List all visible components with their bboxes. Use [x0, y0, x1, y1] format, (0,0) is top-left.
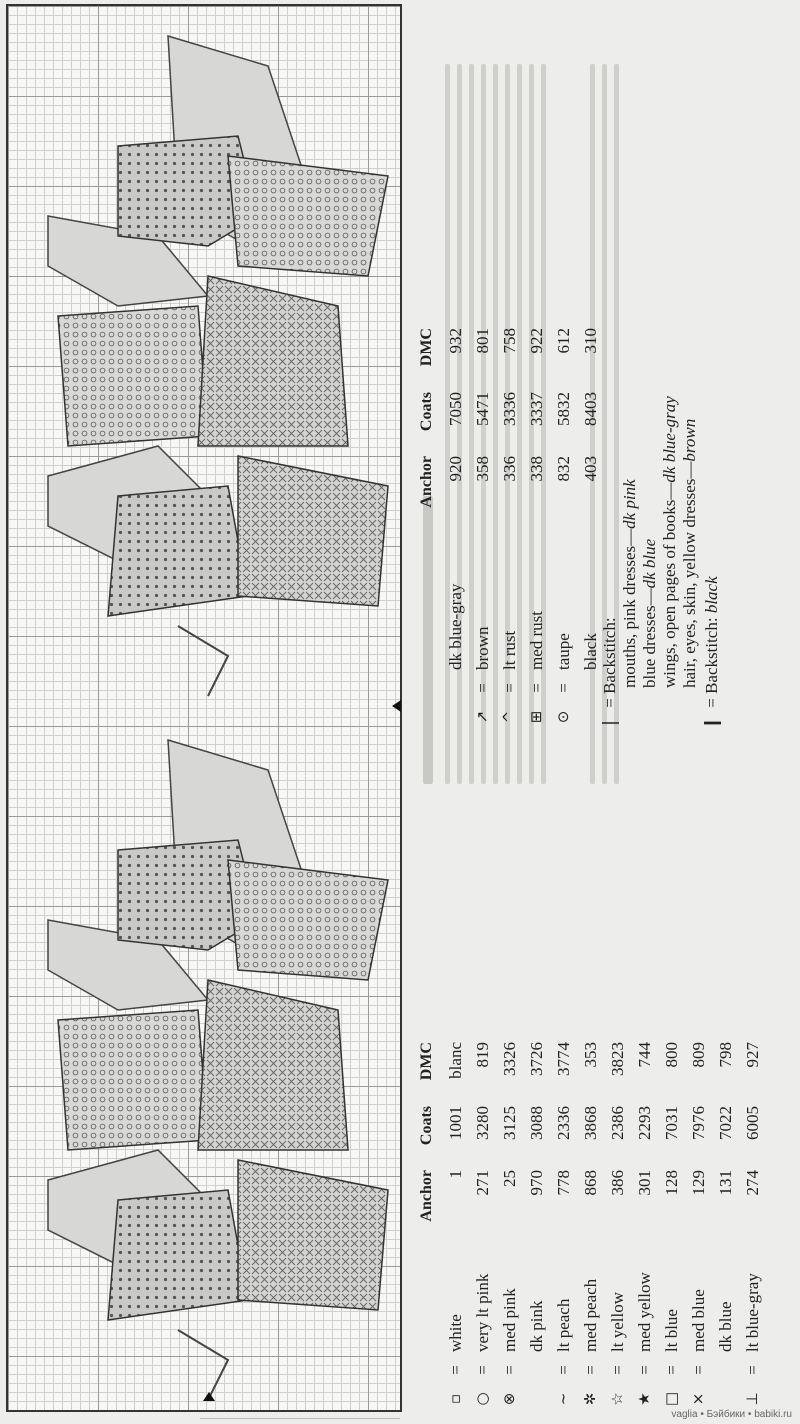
dmc-number: 801: [473, 328, 492, 354]
anchor-number: 25: [500, 1170, 519, 1187]
coats-number: 7050: [446, 392, 465, 426]
angel-dress: [228, 860, 388, 980]
color-name: lt peach: [554, 1298, 573, 1352]
backstitch-black-eq: =: [702, 698, 721, 708]
key-row: [685, 1036, 712, 1416]
equals-sign: =: [473, 683, 492, 693]
angel-dress: [238, 456, 388, 606]
coats-number: 2386: [608, 1106, 627, 1140]
equals-sign: =: [500, 683, 519, 693]
coats-number: 3280: [473, 1106, 492, 1140]
color-name: dk blue: [716, 1301, 735, 1352]
stitch-symbol: ⊗: [500, 1392, 518, 1406]
stitch-symbol: ✲: [581, 1392, 599, 1406]
stitch-symbol: ★: [635, 1392, 653, 1406]
key-header-row: [418, 1036, 442, 1416]
color-name: very lt pink: [473, 1273, 492, 1352]
key-row: [523, 322, 550, 734]
key-row: [712, 1036, 739, 1416]
color-name: med blue: [689, 1289, 708, 1352]
backstitch-item: [660, 396, 680, 734]
dmc-number: 3823: [608, 1042, 627, 1076]
equals-sign: [523, 1358, 550, 1382]
coats-number: 3125: [500, 1106, 519, 1140]
dmc-number: 744: [635, 1042, 654, 1068]
backstitch-item-color: dk blue-gray: [660, 396, 679, 483]
angel-head: [108, 1190, 248, 1320]
key-row: [469, 1036, 496, 1416]
angel-dress: [228, 156, 388, 276]
anchor-number: 128: [662, 1170, 681, 1196]
stitch-symbol: ~: [554, 1392, 572, 1406]
color-key-table-2: [418, 322, 604, 734]
coats-header: Coats: [418, 392, 435, 432]
dmc-number: 922: [527, 328, 546, 354]
color-name: brown: [473, 626, 492, 670]
color-name: med peach: [581, 1278, 600, 1352]
backstitch-item: [640, 396, 660, 734]
watermark: vaglia • Бэйбики • babiki.ru: [671, 1409, 792, 1420]
coats-number: 3868: [581, 1106, 600, 1140]
stitch-symbol: ⊙: [554, 710, 572, 724]
backstitch-item: [620, 396, 640, 734]
coats-number: 3336: [500, 392, 519, 426]
color-name: dk pink: [527, 1300, 546, 1352]
equals-sign: =: [473, 1365, 492, 1375]
key-row: [442, 1036, 469, 1416]
coats-number: 7031: [662, 1106, 681, 1140]
stitch-symbol: ▫: [446, 1393, 464, 1405]
dmc-number: 3774: [554, 1042, 573, 1076]
stitch-symbol: ○: [473, 1392, 491, 1406]
color-name: lt rust: [500, 630, 519, 670]
anchor-header: Anchor: [418, 1170, 435, 1222]
backstitch-black-title: Backstitch:: [702, 617, 721, 694]
anchor-header: Anchor: [418, 456, 435, 508]
dmc-number: 800: [662, 1042, 681, 1068]
backstitch-item-color: dk blue: [640, 538, 659, 589]
coats-number: 6005: [743, 1106, 762, 1140]
divider: [200, 1418, 400, 1419]
anchor-number: 970: [527, 1170, 546, 1196]
angel-dress: [238, 1160, 388, 1310]
key-row: [496, 322, 523, 734]
dmc-number: 310: [581, 328, 600, 354]
equals-sign: =: [689, 1365, 708, 1375]
coats-number: 3088: [527, 1106, 546, 1140]
key-row: [739, 1036, 766, 1416]
dmc-number: 809: [689, 1042, 708, 1068]
equals-sign: =: [743, 1365, 762, 1375]
equals-sign: =: [527, 683, 546, 693]
key-header-row: [418, 322, 442, 734]
equals-sign: =: [608, 1365, 627, 1375]
anchor-number: 129: [689, 1170, 708, 1196]
anchor-number: 920: [446, 456, 465, 482]
stitch-symbol: □: [662, 1391, 680, 1407]
coats-number: 7022: [716, 1106, 735, 1140]
equals-sign: =: [554, 683, 573, 693]
coats-number: 5832: [554, 392, 573, 426]
coats-number: 2336: [554, 1106, 573, 1140]
anchor-number: 778: [554, 1170, 573, 1196]
color-name: med rust: [527, 610, 546, 670]
stitch-symbol: [523, 1382, 550, 1416]
anchor-number: 274: [743, 1170, 762, 1196]
anchor-number: 868: [581, 1170, 600, 1196]
dmc-number: 353: [581, 1042, 600, 1068]
equals-sign: [442, 676, 469, 700]
angel-head: [58, 1010, 208, 1150]
equals-sign: =: [446, 1365, 465, 1375]
dmc-number: blanc: [446, 1042, 465, 1079]
color-key-panel: [410, 0, 800, 1424]
angel-head: [58, 306, 208, 446]
key-row: [550, 1036, 577, 1416]
backstitch-item-text: wings, open pages of books—: [660, 482, 679, 688]
backstitch-block: [600, 396, 722, 734]
stitch-symbol: ⊞: [527, 710, 545, 724]
dmc-number: 927: [743, 1042, 762, 1068]
key-row: [577, 1036, 604, 1416]
key-row: [469, 322, 496, 734]
key-row: [658, 1036, 685, 1416]
stitch-symbol: ↗: [473, 710, 491, 724]
center-arrow-bottom: [203, 1392, 215, 1401]
equals-sign: =: [662, 1365, 681, 1375]
vine-border: [178, 1330, 228, 1400]
color-name: white: [446, 1314, 465, 1352]
anchor-number: 1: [446, 1170, 465, 1179]
equals-sign: [712, 1358, 739, 1382]
coats-number: 8403: [581, 392, 600, 426]
equals-sign: =: [500, 1365, 519, 1375]
color-name: dk blue-gray: [446, 583, 465, 670]
backstitch-item-text: blue dresses—: [640, 588, 659, 688]
color-name: taupe: [554, 633, 573, 670]
coats-number: 7976: [689, 1106, 708, 1140]
center-arrow-side: [392, 700, 401, 712]
backstitch-item-text: mouths, pink dresses—: [620, 528, 639, 688]
equals-sign: =: [581, 1365, 600, 1375]
color-name: black: [581, 633, 600, 670]
backstitch-symbol: |: [600, 720, 620, 726]
backstitch-item-text: hair, eyes, skin, yellow dresses—: [680, 461, 699, 688]
key-row: [631, 1036, 658, 1416]
color-name: med yellow: [635, 1272, 654, 1352]
key-row: [550, 322, 577, 734]
anchor-number: 386: [608, 1170, 627, 1196]
stitch-symbol: ×: [689, 1392, 707, 1406]
color-key-table-1: [418, 1036, 766, 1416]
angel-dress: [198, 276, 348, 446]
dmc-number: 932: [446, 328, 465, 354]
coats-number: 3337: [527, 392, 546, 426]
key-row: [604, 1036, 631, 1416]
angel-head: [108, 486, 248, 616]
stitch-symbol: ^: [500, 710, 518, 724]
coats-header: Coats: [418, 1106, 435, 1146]
backstitch-title: Backstitch:: [600, 617, 619, 694]
backstitch-eq: =: [600, 698, 619, 708]
color-name: lt blue: [662, 1309, 681, 1352]
vine-border: [178, 626, 228, 696]
coats-number: 2293: [635, 1106, 654, 1140]
anchor-number: 358: [473, 456, 492, 482]
cross-stitch-chart: [6, 4, 402, 1412]
anchor-number: 131: [716, 1170, 735, 1196]
pattern-motifs: [8, 6, 404, 1414]
angel-dress: [198, 980, 348, 1150]
dmc-number: 798: [716, 1042, 735, 1068]
equals-sign: =: [554, 1365, 573, 1375]
backstitch-black-color: black: [702, 576, 721, 614]
anchor-number: 832: [554, 456, 573, 482]
anchor-number: 338: [527, 456, 546, 482]
anchor-number: 403: [581, 456, 600, 482]
key-row: [442, 322, 469, 734]
color-name: lt blue-gray: [743, 1273, 762, 1352]
dmc-header: DMC: [418, 1042, 435, 1081]
dmc-number: 758: [500, 328, 519, 354]
anchor-number: 271: [473, 1170, 492, 1196]
stitch-symbol: ⊥: [743, 1392, 761, 1406]
backstitch-black-symbol: ❙: [702, 715, 722, 731]
dmc-number: 3326: [500, 1042, 519, 1076]
coats-number: 1001: [446, 1106, 465, 1140]
backstitch-item-color: dk pink: [620, 479, 639, 529]
anchor-number: 336: [500, 456, 519, 482]
dmc-number: 612: [554, 328, 573, 354]
dmc-number: 3726: [527, 1042, 546, 1076]
coats-number: 5471: [473, 392, 492, 426]
anchor-number: 301: [635, 1170, 654, 1196]
equals-sign: =: [635, 1365, 654, 1375]
dmc-header: DMC: [418, 328, 435, 367]
key-row: [523, 1036, 550, 1416]
color-name: med pink: [500, 1288, 519, 1352]
color-name: lt yellow: [608, 1292, 627, 1352]
dmc-number: 819: [473, 1042, 492, 1068]
stitch-symbol: [442, 700, 469, 734]
stitch-symbol: ☆: [608, 1392, 626, 1406]
key-row: [496, 1036, 523, 1416]
backstitch-item-color: brown: [680, 418, 699, 462]
backstitch-item: [680, 396, 700, 734]
